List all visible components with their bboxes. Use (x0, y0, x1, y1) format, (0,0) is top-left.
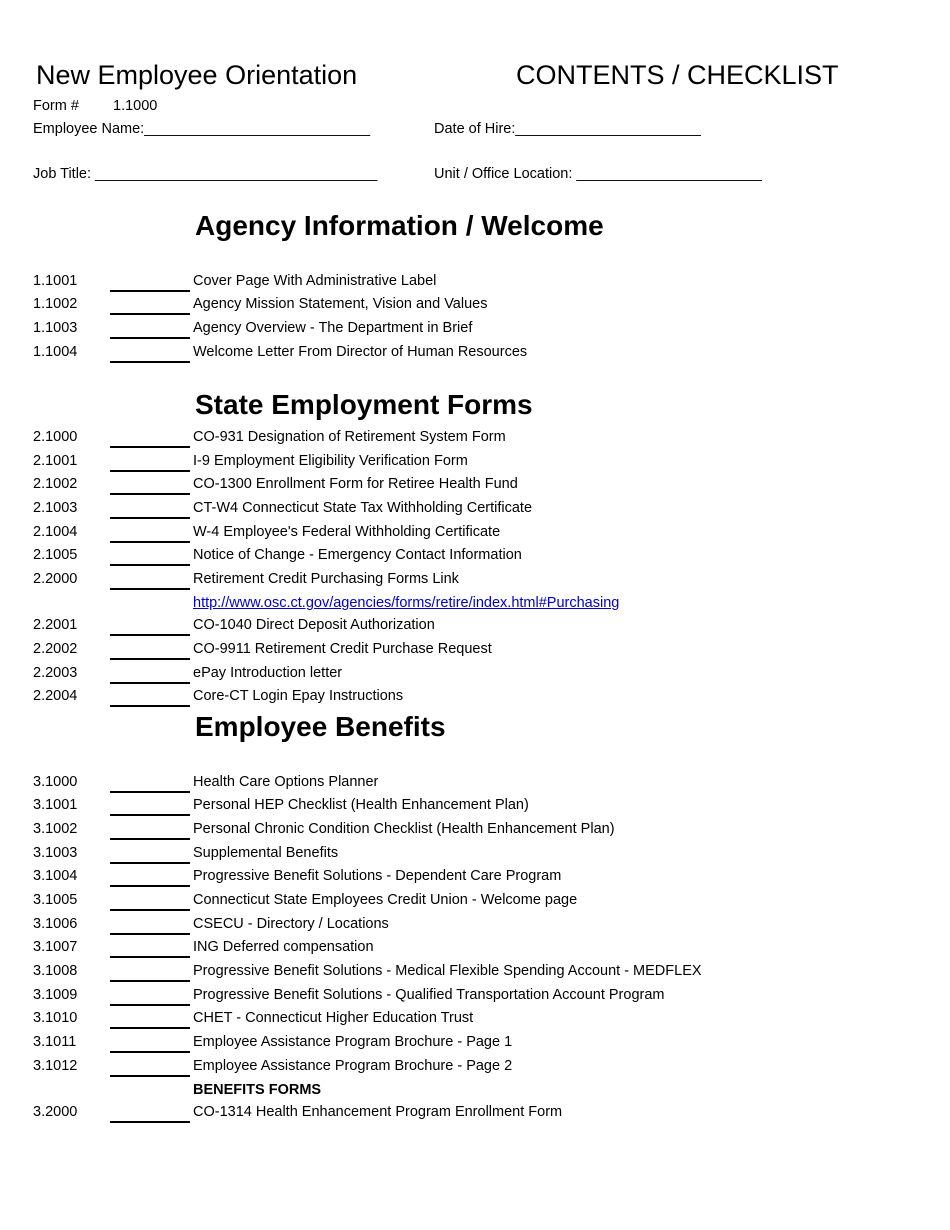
section-heading-agency-info: Agency Information / Welcome (195, 210, 604, 241)
item-label: Personal HEP Checklist (Health Enhancement Plan) (193, 797, 529, 813)
item-code: 2.1003 (33, 500, 78, 516)
checklist-row (0, 868, 950, 892)
checklist-row (0, 453, 950, 477)
item-code: 1.1001 (33, 273, 78, 289)
item-label: Agency Mission Statement, Vision and Values (193, 296, 488, 312)
item-label: Cover Page With Administrative Label (193, 273, 437, 289)
checklist-row (0, 1010, 950, 1034)
item-code: 2.2003 (33, 665, 78, 681)
checkbox-line[interactable] (110, 588, 190, 590)
checklist-row (0, 797, 950, 821)
item-label: Progressive Benefit Solutions - Qualified Transportation Account Program (193, 987, 665, 1003)
item-code: 2.2000 (33, 571, 78, 587)
item-code: 3.1006 (33, 916, 78, 932)
item-label: ePay Introduction letter (193, 665, 343, 681)
item-label: Progressive Benefit Solutions - Medical Flexible Spending Account - MEDFLEX (193, 963, 702, 979)
unit-location-field[interactable]: Unit / Office Location: _______________________ (434, 166, 762, 182)
item-code: 3.1011 (33, 1034, 77, 1050)
checklist-row (0, 845, 950, 869)
checkbox-line[interactable] (110, 885, 190, 887)
section-heading-employee-benefits: Employee Benefits (195, 711, 446, 742)
page-subtitle: CONTENTS / CHECKLIST (516, 60, 839, 90)
checklist-row (0, 571, 950, 595)
item-label: CO-1300 Enrollment Form for Retiree Health Fund (193, 476, 518, 492)
item-code: 2.2002 (33, 641, 78, 657)
checkbox-line[interactable] (110, 814, 190, 816)
checkbox-line[interactable] (110, 1051, 190, 1053)
item-code: 2.1001 (33, 453, 78, 469)
form-label: Form # (33, 98, 79, 114)
employee-name-field[interactable]: Employee Name:____________________________ (33, 121, 371, 137)
checklist-row (0, 939, 950, 963)
item-code: 3.1012 (33, 1058, 78, 1074)
checklist-row (0, 547, 950, 571)
checklist-row (0, 524, 950, 548)
item-code: 2.2001 (33, 617, 78, 633)
checklist-row (0, 273, 950, 297)
checkbox-line[interactable] (110, 337, 190, 339)
item-label: Health Care Options Planner (193, 774, 379, 790)
item-code: 3.1009 (33, 987, 78, 1003)
item-label: CO-1314 Health Enhancement Program Enrollment Form (193, 1104, 563, 1120)
item-code: 3.1007 (33, 939, 78, 955)
checkbox-line[interactable] (110, 1004, 190, 1006)
checklist-row (0, 774, 950, 798)
checkbox-line[interactable] (110, 361, 190, 363)
checklist-row (0, 641, 950, 665)
item-code: 2.1002 (33, 476, 78, 492)
item-label: CHET - Connecticut Higher Education Trust (193, 1010, 474, 1026)
item-label: Connecticut State Employees Credit Union - Welcome page (193, 892, 578, 908)
retirement-purchasing-link[interactable]: http://www.osc.ct.gov/agencies/forms/retire/index.html#Purchasing (193, 595, 620, 611)
checkbox-line[interactable] (110, 791, 190, 793)
checkbox-line[interactable] (110, 933, 190, 935)
checklist-row (0, 429, 950, 453)
item-code: 3.1005 (33, 892, 78, 908)
item-label: Retirement Credit Purchasing Forms Link (193, 571, 459, 587)
item-code: 1.1002 (33, 296, 78, 312)
checkbox-line[interactable] (110, 956, 190, 958)
checklist-row (0, 916, 950, 940)
benefits-forms-subheading: BENEFITS FORMS (193, 1082, 322, 1098)
checkbox-line[interactable] (110, 470, 190, 472)
item-label: CO-931 Designation of Retirement System Form (193, 429, 506, 445)
checkbox-line[interactable] (110, 290, 190, 292)
item-code: 3.2000 (33, 1104, 78, 1120)
checkbox-line[interactable] (110, 862, 190, 864)
checkbox-line[interactable] (110, 564, 190, 566)
checkbox-line[interactable] (110, 980, 190, 982)
item-label: Welcome Letter From Director of Human Resources (193, 344, 528, 360)
checklist-row (0, 688, 950, 712)
item-code: 3.1008 (33, 963, 78, 979)
item-code: 3.1002 (33, 821, 78, 837)
checklist-row (0, 320, 950, 344)
item-code: 3.1003 (33, 845, 78, 861)
checkbox-line[interactable] (110, 446, 190, 448)
item-code: 3.1000 (33, 774, 78, 790)
checkbox-line[interactable] (110, 313, 190, 315)
checklist-row (0, 963, 950, 987)
item-label: CT-W4 Connecticut State Tax Withholding Certificate (193, 500, 533, 516)
item-label: Notice of Change - Emergency Contact Information (193, 547, 522, 563)
checklist-row (0, 1058, 950, 1082)
checkbox-line[interactable] (110, 1027, 190, 1029)
checklist-row (0, 1104, 950, 1128)
checklist-row (0, 296, 950, 320)
checklist-row (0, 665, 950, 689)
checklist-row (0, 344, 950, 368)
checkbox-line[interactable] (110, 1075, 190, 1077)
date-of-hire-field[interactable]: Date of Hire:_______________________ (434, 121, 701, 137)
item-label: W-4 Employee's Federal Withholding Certificate (193, 524, 501, 540)
checkbox-line[interactable] (110, 1121, 190, 1123)
item-label: Supplemental Benefits (193, 845, 339, 861)
checklist-row (0, 987, 950, 1011)
checklist-row (0, 892, 950, 916)
checklist-row (0, 500, 950, 524)
item-code: 3.1010 (33, 1010, 78, 1026)
section-heading-state-forms: State Employment Forms (195, 389, 533, 420)
checkbox-line[interactable] (110, 634, 190, 636)
item-label: ING Deferred compensation (193, 939, 374, 955)
item-code: 3.1004 (33, 868, 78, 884)
checkbox-line[interactable] (110, 838, 190, 840)
checkbox-line[interactable] (110, 493, 190, 495)
form-number: 1.1000 (113, 98, 158, 114)
item-label: Personal Chronic Condition Checklist (Health Enhancement Plan) (193, 821, 615, 837)
checklist-row (0, 1034, 950, 1058)
item-code: 1.1003 (33, 320, 78, 336)
checklist-row (0, 617, 950, 641)
page-title: New Employee Orientation (36, 60, 358, 90)
item-code: 2.2004 (33, 688, 78, 704)
checkbox-line[interactable] (110, 705, 190, 707)
item-code: 2.1005 (33, 547, 78, 563)
checkbox-line[interactable] (110, 541, 190, 543)
item-code: 3.1001 (33, 797, 78, 813)
item-label: CSECU - Directory / Locations (193, 916, 389, 932)
item-label: I-9 Employment Eligibility Verification Form (193, 453, 468, 469)
job-title-field[interactable]: Job Title: ___________________________________ (33, 166, 378, 182)
item-label: Agency Overview - The Department in Brief (193, 320, 473, 336)
item-label: Core-CT Login Epay Instructions (193, 688, 404, 704)
checkbox-line[interactable] (110, 658, 190, 660)
checkbox-line[interactable] (110, 682, 190, 684)
checkbox-line[interactable] (110, 517, 190, 519)
item-code: 1.1004 (33, 344, 78, 360)
item-label: Progressive Benefit Solutions - Dependent Care Program (193, 868, 562, 884)
item-label: CO-9911 Retirement Credit Purchase Request (193, 641, 492, 657)
item-code: 2.1000 (33, 429, 78, 445)
item-label: CO-1040 Direct Deposit Authorization (193, 617, 435, 633)
item-code: 2.1004 (33, 524, 78, 540)
checklist-row (0, 476, 950, 500)
checkbox-line[interactable] (110, 909, 190, 911)
item-label: Employee Assistance Program Brochure - Page 2 (193, 1058, 513, 1074)
item-label: Employee Assistance Program Brochure - Page 1 (193, 1034, 513, 1050)
checklist-row (0, 821, 950, 845)
